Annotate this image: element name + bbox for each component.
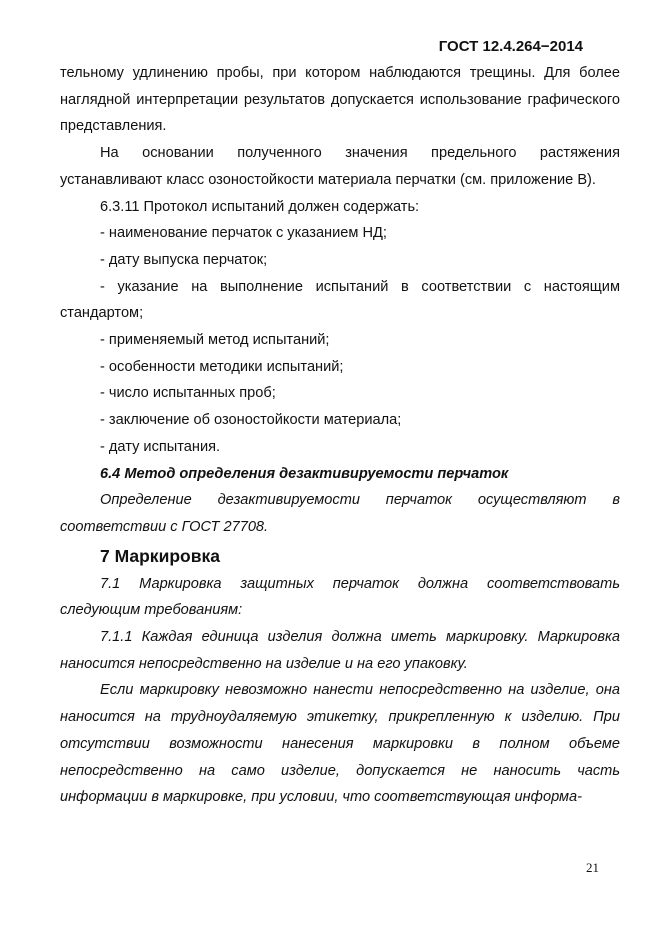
list-item: - особенности методики испытаний;	[100, 358, 344, 375]
list-item: - дату выпуска перчаток;	[100, 251, 268, 268]
paragraph-ozone-class: На основании полученного значения предельного растяжения устанавливают класс озоностойкости материала перчатки (см. приложение В).	[60, 145, 620, 188]
list-item: - указание на выполнение испытаний в соответствии с настоящим стандартом;	[60, 278, 620, 322]
paragraph-7-1: 7.1 Маркировка защитных перчаток должна соответствовать следующим требованиям:	[60, 575, 620, 619]
paragraph-continuation: тельному удлинению пробы, при котором наблюдаются трещины. Для более наглядной интерпретации результатов допускается использование графического представления.	[60, 65, 620, 135]
document-header: ГОСТ 12.4.264−2014	[438, 38, 583, 55]
list-item: - заключение об озоностойкости материала;	[100, 412, 402, 429]
page-number: 21	[586, 860, 599, 875]
list-item: - дату испытания.	[100, 438, 221, 455]
paragraph-6-4: Определение дезактивируемости перчаток осуществляют в соответствии с ГОСТ 27708.	[60, 492, 620, 535]
page-body	[60, 60, 620, 811]
list-item: - число испытанных проб;	[100, 385, 276, 402]
list-item: - наименование перчаток с указанием НД;	[100, 225, 387, 242]
paragraph-protocol-intro: 6.3.11 Протокол испытаний должен содержать:	[100, 198, 420, 215]
list-item: - применяемый метод испытаний;	[100, 332, 330, 349]
paragraph-7-1-1-cont: Если маркировку невозможно нанести непосредственно на изделие, она наносится на трудноудаляемую этикетку, прикрепленную к изделию. При отсутствии возможности нанесения маркировки в полном объеме непосредственно на само изделие, допускается не наносить часть информации в маркировке, при условии, что соответствующая информа-	[60, 682, 620, 806]
paragraph-7-1-1: 7.1.1 Каждая единица изделия должна иметь маркировку. Маркировка наносится непосредственно на изделие и на его упаковку.	[60, 629, 620, 672]
section-heading-6-4: 6.4 Метод определения дезактивируемости перчаток	[100, 465, 509, 482]
section-heading-7: 7 Маркировка	[100, 545, 220, 566]
